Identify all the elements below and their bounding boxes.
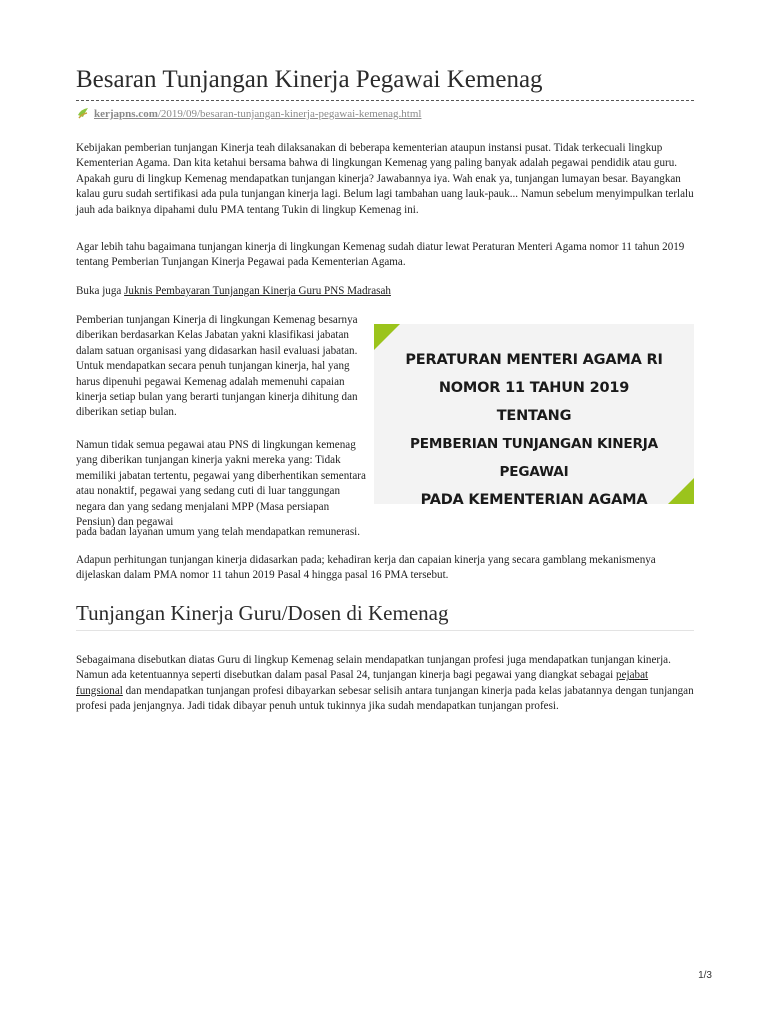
banner-line-1: PERATURAN MENTERI AGAMA RI (405, 352, 663, 368)
source-line (76, 106, 421, 122)
banner-line-4: PEMBERIAN TUNJANGAN KINERJA PEGAWAI (410, 436, 658, 480)
site-logo-icon (76, 106, 90, 120)
banner-line-2: NOMOR 11 TAHUN 2019 (438, 380, 630, 396)
pejabat-fungsional-link[interactable]: pejabat fungsional (76, 669, 649, 697)
paragraph-regulation: Agar lebih tahu bagaimana tunjangan kinerja di lingkungan Kemenag sudah diatur lewat Peraturan Menteri Agama nomor 11 tahun 2019 tentang Pemberian Tunjangan Kinerja Pegawai pada Kementerian Agama. (76, 241, 685, 269)
regulation-banner-image (374, 324, 694, 504)
section-heading: Tunjangan Kinerja Guru/Dosen di Kemenag (76, 601, 449, 625)
title-divider (76, 100, 694, 101)
paragraph-exceptions: Namun tidak semua pegawai atau PNS di lingkungan kemenag yang diberikan tunjangan kinerja yakni mereka yang: Tidak memiliki jabatan tertentu, pegawai yang diberhentikan sementara atau nonaktif, pegawai yang sedang cuti di luar tanggungan negara dan yang sedang menjalani MPP (Masa persiapan Pensiun) dan pegawai (76, 439, 366, 529)
juknis-link[interactable]: Juknis Pembayaran Tunjangan Kinerja Guru PNS Madrasah (124, 285, 391, 297)
paragraph-basis: Pemberian tunjangan Kinerja di lingkungan Kemenag besarnya diberikan berdasarkan Kelas Jabatan yakni klasifikasi jabatan dalam satuan organisasi yang didasarkan hasil evaluasi jabatan. Untuk mendapatkan secara penuh tunjangan kinerja, hal yang harus dipenuhi pegawai Kemenag adalah memenuhi capaian kinerja setiap bulan yang berarti tunjangan kinerja dihitung dan diberikan setiap bulan. (76, 314, 358, 419)
page-title: Besaran Tunjangan Kinerja Pegawai Kemenag (76, 66, 543, 93)
paragraph-calculation: Adapun perhitungan tunjangan kinerja didasarkan pada; kehadiran kerja dan capaian kinerja yang secara gamblang mekanismenya dijelaskan dalam PMA nomor 11 tahun 2019 Pasal 4 hingga pasal 16 PMA tersebut. (76, 554, 656, 582)
page-number: 1/3 (698, 970, 712, 981)
banner-line-5: PADA KEMENTERIAN AGAMA (420, 492, 648, 504)
paragraph-teachers: Sebagaimana disebutkan diatas Guru di lingkup Kemenag selain mendapatkan tunjangan profesi juga mendapatkan tunjangan kinerja. Namun ada ketentuannya seperti disebutkan dalam pasal Pasal 24, tunjangan kinerja bagi pegawai yang diangkat sebagai pejabat fungsional dan mendapatkan tunjangan profesi dibayarkan sebesar selisih antara tunjangan kinerja pada kelas jabatannya dengan tunjangan profesi pada jenjangnya. Jadi tidak dibayar penuh untuk tukinnya jika sudah mendapatkan tunjangan profesi. (76, 654, 694, 713)
source-link[interactable]: kerjapns.com/2019/09/besaran-tunjangan-kinerja-pegawai-kemenag.html (94, 108, 422, 120)
section-divider (76, 630, 694, 631)
paragraph-see-also: Buka juga Juknis Pembayaran Tunjangan Kinerja Guru PNS Madrasah (76, 285, 391, 297)
banner-line-3: TENTANG (496, 408, 572, 424)
paragraph-intro: Kebijakan pemberian tunjangan Kinerja teah dilaksanakan di beberapa kementerian ataupun instansi pusat. Tidak terkecuali lingkup Kementerian Agama. Dan kita ketahui bersama bahwa di lingkungan Kemenag yang paling banyak adalah pegawai pendidik atau guru. Apakah guru di lingkup Kemenag mendapatkan tunjangan kinerja? Jawabannya iya. Wah enak ya, tunjangan lumayan besar. Bayangkan kalau guru sudah sertifikasi ada pula tunjangan kinerja lagi. Belum lagi tambahan uang lauk-pauk... Namun sebelum menyimpulkan terlalu jauh ada baiknya dipahami dulu PMA tentang Tukin di lingkup Kemenag ini. (76, 142, 694, 216)
paragraph-exceptions-end: pada badan layanan umum yang telah mendapatkan remunerasi. (76, 526, 361, 538)
